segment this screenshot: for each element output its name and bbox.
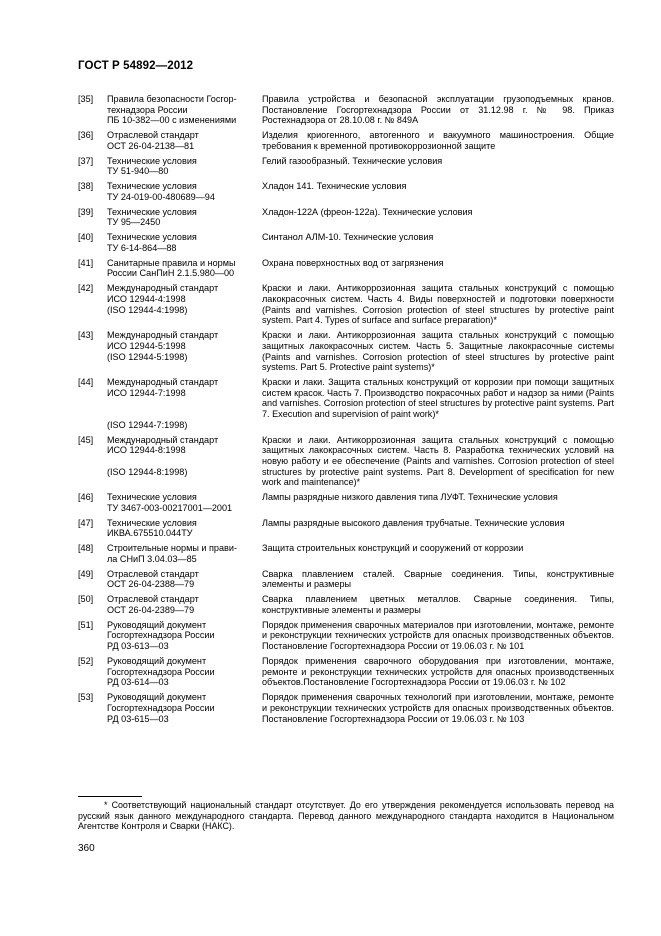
entry-source — [105, 330, 259, 373]
entry-source-line: ТУ 95—2450 — [107, 217, 161, 228]
entry-source-line: РД 03-614—03 — [107, 677, 169, 688]
entry-source — [105, 692, 259, 724]
bibliography-entry — [78, 330, 614, 373]
entry-source-line: Международный стандарт — [107, 283, 219, 294]
entry-source — [105, 656, 259, 688]
entry-source-line: ИСО 12944-4:1998 — [107, 293, 186, 304]
footnote: * Соответствующий национальный стандарт отсутствует. До его утверждения рекомендуется использовать перевод на русский язык данного международного стандарта. Перевод данного международного стандарта находится в Национальном Агентстве Контроля и Сварки (НАКС). — [78, 800, 614, 832]
entry-source-line: Технические условия — [107, 492, 197, 503]
entry-source — [105, 492, 259, 513]
entry-title: Краски и лаки. Защита стальных конструкций от коррозии при помощи защитных систем красок. Часть 7. Производство покрасочных работ и надзор за ними (Paints and varnishes. Corrosion protection of steel structures by protective paint systems. Part 7. Execution and supervision of paint work)* — [262, 377, 614, 420]
entry-source — [105, 207, 259, 228]
entry-number: [42] — [78, 283, 94, 294]
entry-title: Порядок применения сварочных технологий при изготовлении, монтаже, ремонте и реконструкции технических устройств для опасных производственных объектов. Постановление Госгортехнадзора России от 19.06.03 г. № 103 — [262, 692, 614, 724]
entry-source — [105, 232, 259, 253]
bibliography-entry — [78, 543, 614, 564]
entry-title: Защита строительных конструкций и сооружений от коррозии — [262, 543, 524, 554]
entry-source-line: Отраслевой стандарт — [107, 594, 199, 605]
entry-source — [105, 620, 259, 652]
entry-source — [105, 435, 259, 489]
entry-number: [43] — [78, 330, 94, 341]
entry-source — [105, 377, 259, 430]
entry-title: Лампы разрядные высокого давления трубчатые. Технические условия — [262, 517, 565, 528]
entry-source-line: ИСО 12944-8:1998 — [107, 445, 186, 456]
entry-source-line: Международный стандарт — [107, 330, 219, 341]
entry-source — [105, 181, 259, 202]
entry-source-line: (ISO 12944-5:1998) — [107, 351, 188, 362]
entry-source-line: ТУ 51-940—80 — [107, 166, 169, 177]
entry-source-line: Международный стандарт — [107, 434, 219, 445]
entry-number: [39] — [78, 206, 94, 217]
entry-number: [53] — [78, 692, 94, 703]
entry-source — [105, 283, 259, 326]
bibliography-entry — [78, 258, 614, 279]
entry-number: [41] — [78, 257, 94, 268]
entry-source-line: ОСТ 26-04-2388—79 — [107, 579, 195, 590]
entry-source-line: Правила безопасности Госгор- — [107, 94, 237, 104]
entry-source-line: РД 03-615—03 — [107, 713, 169, 724]
entry-title: Хладон 141. Технические условия — [262, 181, 407, 192]
bibliography-entry — [78, 94, 614, 126]
entry-title: Охрана поверхностных вод от загрязнения — [262, 257, 444, 268]
entry-source-line: ОСТ 26-04-2138—81 — [107, 140, 195, 151]
entry-title: Синтанол АЛМ-10. Технические условия — [262, 232, 434, 243]
entry-source-line: Госгортехнадзора России — [107, 666, 215, 677]
bibliography-entry — [78, 156, 614, 177]
entry-title: Хладон-122А (фреон-122а). Технические условия — [262, 206, 473, 217]
entry-number: [44] — [78, 377, 94, 388]
entry-number: [37] — [78, 155, 94, 166]
entry-source-line: ИКВА.675510.044ТУ — [107, 528, 193, 539]
bibliography-entry — [78, 569, 614, 590]
entry-source-line: ТУ 24-019-00-480689—94 — [107, 191, 215, 202]
entry-number: [48] — [78, 543, 94, 554]
entry-number: [36] — [78, 130, 94, 141]
entry-title: Изделия криогенного, автогенного и вакуумного машиностроения. Общие требования к временной противокоррозионной защите — [262, 130, 614, 151]
entry-source-line — [107, 398, 259, 409]
entry-source — [105, 130, 259, 151]
entry-number: [50] — [78, 594, 94, 605]
page-number: 360 — [78, 843, 95, 854]
entry-source-line: Технические условия — [107, 517, 197, 528]
bibliography-entry — [78, 377, 614, 430]
entry-source-line: ПБ 10-382—00 с изменениями — [107, 115, 237, 126]
entry-source-line: Руководящий документ — [107, 655, 207, 666]
entry-source-line: ТУ 6-14-864—88 — [107, 242, 177, 253]
entry-number: [38] — [78, 181, 94, 192]
bibliography-entry — [78, 207, 614, 228]
entry-number: [40] — [78, 232, 94, 243]
bibliography-entry — [78, 492, 614, 513]
entry-title: Порядок применения сварочного оборудования при изготовлении, монтаже, ремонте и реконструкции технических устройств для опасных производственных объектов.Постановление Госгортехнадзора России от 19.06.03 г. № 102 — [262, 655, 614, 688]
entry-title: Порядок применения сварочных материалов при изготовлении, монтаже, ремонте и реконструкции технических устройств для опасных производственных объектов. Постановление Госгортехнадзора России от 19.06.03 г. № 101 — [262, 619, 614, 652]
entry-title: Лампы разрядные низкого давления типа ЛУФТ. Технические условия — [262, 492, 558, 503]
entry-source-line: России СанПиН 2.1.5.980—00 — [107, 268, 235, 279]
entry-source-line: Международный стандарт — [107, 377, 219, 388]
entry-title: Сварка плавлением сталей. Сварные соединения. Типы, конструктивные элементы и размеры — [262, 568, 614, 590]
bibliography-entry — [78, 656, 614, 688]
entry-number: [46] — [78, 492, 94, 503]
entry-number: [49] — [78, 568, 94, 579]
entry-source — [105, 543, 259, 564]
document-header: ГОСТ Р 54892—2012 — [78, 60, 194, 72]
entry-source-line: Санитарные правила и нормы — [107, 257, 236, 268]
entry-source-line: ИСО 12944-7:1998 — [107, 387, 186, 398]
entry-source-line: Технические условия — [107, 206, 197, 217]
entry-source-line: ОСТ 26-04-2389—79 — [107, 604, 195, 615]
entry-source — [105, 94, 259, 126]
bibliography-entry — [78, 594, 614, 615]
entry-source — [105, 594, 259, 615]
bibliography-entry — [78, 181, 614, 202]
bibliography-list — [78, 94, 614, 728]
entry-number: [45] — [78, 434, 94, 445]
entry-source-line: Руководящий документ — [107, 619, 207, 630]
entry-source — [105, 518, 259, 539]
entry-source — [105, 258, 259, 279]
entry-number: [52] — [78, 655, 94, 666]
bibliography-entry — [78, 620, 614, 652]
entry-title: Краски и лаки. Антикоррозионная защита стальных конструкций с помощью лакокрасочных систем. Часть 4. Виды поверхностей и подготовки поверхности (Paints and varnishes. Corrosion protection of steel structures by protective paint system. Part 4. Types of surface and surface preparation)* — [262, 283, 614, 326]
bibliography-entry — [78, 518, 614, 539]
entry-number: [35] — [78, 94, 94, 104]
entry-source-line: Строительные нормы и прави- — [107, 543, 237, 554]
entry-title: Правила устройства и безопасной эксплуатации грузоподъемных кранов. Постановление Госгортехнадзора России от 31.12.98 г. № 98. Приказ Ростехнадзора от 28.10.08 г. № 849А — [262, 94, 614, 126]
entry-number: [51] — [78, 619, 94, 630]
bibliography-entry — [78, 435, 614, 489]
entry-source-line: (ISO 12944-8:1998) — [107, 466, 188, 477]
entry-source-line — [107, 456, 259, 467]
bibliography-entry — [78, 130, 614, 151]
entry-source-line: ТУ 3467-003-00217001—2001 — [107, 502, 233, 513]
entry-source-line: ла СНиП 3.04.03—85 — [107, 553, 197, 564]
entry-source-line: Технические условия — [107, 181, 197, 192]
footnote-divider — [78, 796, 142, 797]
entry-source-line: ИСО 12944-5:1998 — [107, 340, 186, 351]
bibliography-entry — [78, 232, 614, 253]
entry-source — [105, 569, 259, 590]
entry-source-line — [107, 409, 259, 420]
entry-source-line: Технические условия — [107, 232, 197, 243]
entry-source-line: технадзора России — [107, 104, 188, 115]
entry-title: Гелий газообразный. Технические условия — [262, 155, 443, 166]
entry-source-line: РД 03-613—03 — [107, 641, 169, 652]
entry-number: [47] — [78, 517, 94, 528]
entry-source-line: Госгортехнадзора России — [107, 630, 215, 641]
entry-source-line: Руководящий документ — [107, 692, 207, 703]
entry-title: Краски и лаки. Антикоррозионная защита стальных конструкций с помощью защитных лакокрасочных систем. Часть 5. Защитные лакокрасочные системы (Paints and varnishes. Corrosion protection of steel structures by protective paint systems. Part 5. Protective paint systems)* — [262, 330, 614, 373]
bibliography-entry — [78, 692, 614, 724]
entry-source-line: Госгортехнадзора России — [107, 702, 215, 713]
entry-source-line: (ISO 12944-7:1998) — [107, 419, 188, 430]
entry-source-line: Отраслевой стандарт — [107, 130, 199, 141]
entry-title: Сварка плавлением цветных металлов. Сварные соединения. Типы, конструктивные элементы и размеры — [262, 594, 614, 615]
entry-source-line: (ISO 12944-4:1998) — [107, 304, 188, 315]
entry-source-line: Отраслевой стандарт — [107, 568, 199, 579]
entry-source — [105, 156, 259, 177]
entry-source-line: Технические условия — [107, 155, 197, 166]
entry-title: Краски и лаки. Антикоррозионная защита стальных конструкций с помощью защитных лакокрасочных систем. Часть 8. Разработка технических условий на новую работу и ее обеспечение (Paints and varnishes. Corrosion protection of steel structures by protective paint systems. Part 8. Development of specification for new work and maintenance)* — [262, 434, 614, 488]
bibliography-entry — [78, 283, 614, 326]
